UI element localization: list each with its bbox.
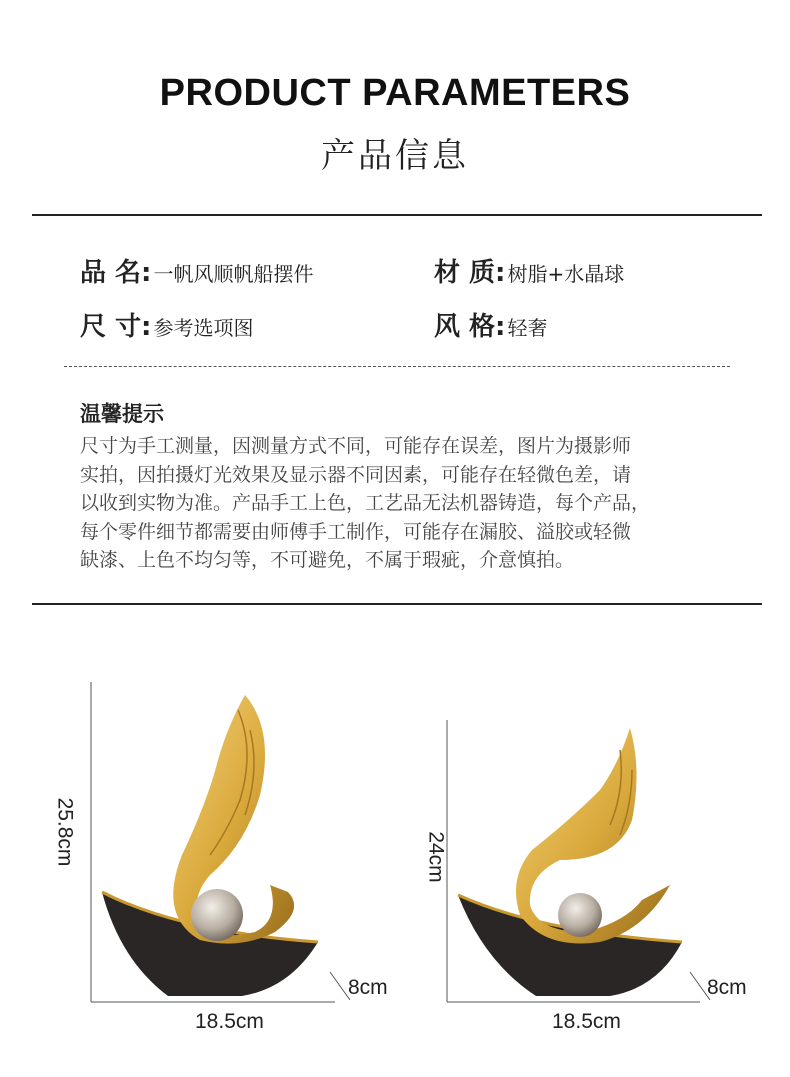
notice-title: 温馨提示 bbox=[80, 402, 164, 426]
param-style bbox=[434, 306, 547, 343]
product-image-large bbox=[60, 670, 400, 1010]
page-title-zh: 产品信息 bbox=[321, 136, 469, 176]
param-style-label: 风 格: bbox=[434, 312, 506, 342]
notice-line: 缺漆、上色不均匀等，不可避免，不属于瑕疵，介意慎拍。 bbox=[80, 549, 575, 571]
param-size bbox=[80, 306, 253, 343]
param-name-value: 一帆风顺帆船摆件 bbox=[153, 262, 314, 286]
product2-width-label: 18.5cm bbox=[552, 1010, 621, 1033]
product1-width-label: 18.5cm bbox=[195, 1010, 264, 1033]
notice-line: 实拍，因拍摄灯光效果及显示器不同因素，可能存在轻微色差，请 bbox=[80, 463, 632, 486]
product2-depth-label: 8cm bbox=[707, 976, 747, 999]
param-name-label: 品 名: bbox=[80, 258, 152, 288]
param-size-value: 参考选项图 bbox=[153, 316, 254, 340]
param-material bbox=[434, 252, 624, 289]
notice-line: 尺寸为手工测量，因测量方式不同，可能存在误差，图片为摄影师 bbox=[80, 435, 632, 457]
param-name bbox=[80, 252, 313, 289]
param-material-value: 树脂+水晶球 bbox=[507, 262, 625, 286]
param-style-value: 轻奢 bbox=[507, 316, 548, 340]
page-title-en: PRODUCT PARAMETERS bbox=[159, 72, 631, 114]
product2-height-label: 24cm bbox=[424, 831, 448, 883]
product-image-small bbox=[420, 710, 740, 1010]
notice-line: 以收到实物为准。产品手工上色，工艺品无法机器铸造，每个产品， bbox=[80, 492, 651, 514]
dashed-divider bbox=[64, 366, 730, 367]
product1-height-label: 25.8cm bbox=[53, 797, 77, 867]
bottom-divider bbox=[32, 603, 762, 605]
top-divider bbox=[32, 214, 762, 216]
product1-depth-label: 8cm bbox=[348, 976, 388, 999]
param-size-label: 尺 寸: bbox=[80, 312, 152, 342]
param-material-label: 材 质: bbox=[434, 258, 506, 288]
notice-line: 每个零件细节都需要由师傅手工制作，可能存在漏胶、溢胶或轻微 bbox=[80, 520, 632, 543]
notice-body bbox=[80, 432, 730, 575]
